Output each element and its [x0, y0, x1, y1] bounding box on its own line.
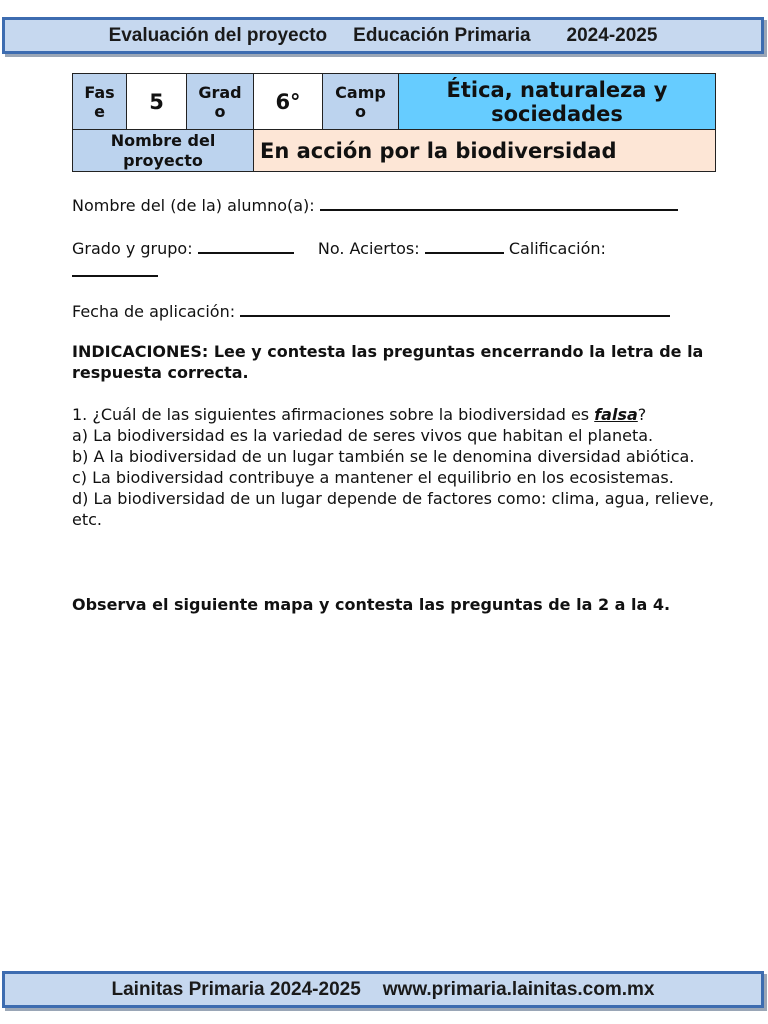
header-title: Evaluación del proyecto: [108, 24, 328, 46]
footer-url[interactable]: www.primaria.lainitas.com.mx: [382, 978, 655, 1000]
map-instruction: Observa el siguiente mapa y contesta las preguntas de la 2 a la 4.: [72, 595, 671, 614]
grado-label: Grad o: [187, 74, 254, 130]
project-info-table: [72, 73, 716, 172]
fecha-label: Fecha de aplicación:: [72, 302, 236, 321]
question-1-option-d[interactable]: d) La biodiversidad de un lugar depende de factores como: clima, agua, relieve, etc.: [72, 489, 714, 529]
campo-label: Camp o: [323, 74, 399, 130]
fase-value: 5: [127, 74, 187, 130]
proyecto-value: En acción por la biodiversidad: [254, 130, 716, 172]
aciertos-label: No. Aciertos:: [317, 239, 420, 258]
grado-grupo-label: Grado y grupo:: [72, 239, 193, 258]
question-1-option-a[interactable]: a) La biodiversidad es la variedad de seres vivos que habitan el planeta.: [72, 426, 654, 445]
header-level: Educación Primaria: [353, 24, 531, 46]
instructions: INDICACIONES: Lee y contesta las preguntas encerrando la letra de la respuesta correcta.: [72, 342, 704, 382]
footer-brand: Lainitas Primaria 2024-2025: [111, 978, 361, 1000]
question-1-option-b[interactable]: b) A la biodiversidad de un lugar también se le denomina diversidad abiótica.: [72, 447, 695, 466]
question-1: [72, 404, 714, 530]
alumno-blank[interactable]: [320, 193, 678, 211]
calificacion-blank[interactable]: [72, 259, 158, 277]
calificacion-label: Calificación:: [508, 239, 606, 258]
fecha-blank[interactable]: [240, 299, 670, 317]
grado-grupo-blank[interactable]: [198, 236, 294, 254]
question-1-emphasis: falsa: [594, 405, 638, 424]
alumno-label: Nombre del (de la) alumno(a):: [72, 196, 315, 215]
grado-grupo-field-line: [72, 236, 714, 282]
fecha-field-line: [72, 299, 714, 322]
grado-value: 6°: [254, 74, 323, 130]
fase-label: Fas e: [73, 74, 127, 130]
aciertos-blank[interactable]: [425, 236, 504, 254]
question-1-prompt: 1. ¿Cuál de las siguientes afirmaciones sobre la biodiversidad es falsa?: [72, 405, 647, 424]
header-banner: [2, 17, 764, 54]
campo-value: Ética, naturaleza y sociedades: [399, 74, 716, 130]
alumno-field-line: [72, 193, 714, 216]
proyecto-label: Nombre del proyecto: [73, 130, 254, 172]
footer-banner: [2, 971, 764, 1008]
question-1-option-c[interactable]: c) La biodiversidad contribuye a mantener el equilibrio en los ecosistemas.: [72, 468, 674, 487]
header-cycle: 2024-2025: [566, 24, 658, 46]
